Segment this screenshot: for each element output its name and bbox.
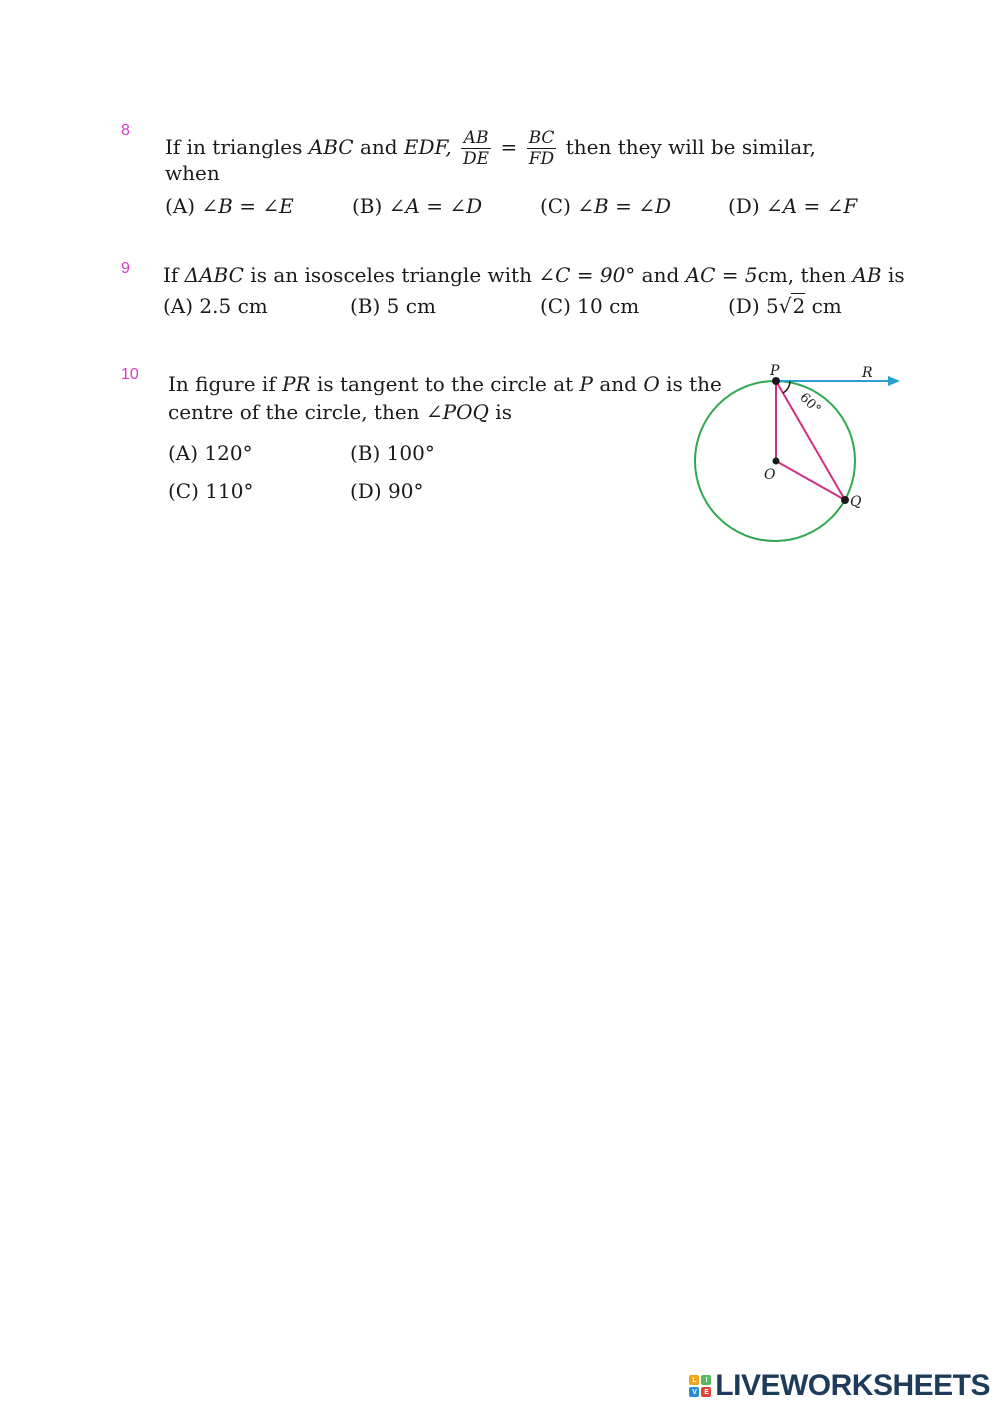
option-value: 10 cm xyxy=(577,294,640,318)
question-9-is: is xyxy=(887,263,905,287)
question-8-text: If in triangles xyxy=(165,135,303,159)
angle-poq: ∠POQ xyxy=(425,400,489,424)
question-10-option-c[interactable] xyxy=(168,478,253,504)
option-label: (B) xyxy=(350,294,381,318)
question-8-option-c[interactable] xyxy=(540,193,671,219)
question-9-option-a[interactable] xyxy=(163,293,268,319)
question-9-option-d[interactable] xyxy=(728,293,842,319)
point-q-dot xyxy=(841,496,849,504)
option-value-radicand: 2 xyxy=(792,294,806,318)
label-q: Q xyxy=(850,494,862,510)
option-label: (A) xyxy=(165,194,196,218)
question-9-option-b[interactable] xyxy=(350,293,436,319)
option-label: (C) xyxy=(168,479,199,503)
logo-letter-l: L xyxy=(689,1375,699,1385)
question-8-option-b[interactable] xyxy=(352,193,482,219)
sqrt-sign: √ xyxy=(778,294,792,318)
question-8-text-end: then they will be similar, xyxy=(565,135,816,159)
question-10-is: is xyxy=(495,400,512,424)
option-value: ∠A = ∠D xyxy=(388,194,483,218)
option-value: 90° xyxy=(388,479,424,503)
option-value-coefficient: 5 xyxy=(766,294,779,318)
question-10-line-2 xyxy=(168,399,512,425)
point-p: P xyxy=(579,372,594,396)
circle-tangent-figure xyxy=(690,358,910,548)
label-o: O xyxy=(764,467,776,483)
fraction-ab-de xyxy=(461,128,491,169)
option-label: (C) xyxy=(540,194,571,218)
point-o: O xyxy=(643,372,660,396)
question-10-line-1 xyxy=(168,371,722,397)
fraction-bc-fd xyxy=(527,128,557,169)
option-value: ∠B = ∠E xyxy=(201,194,294,218)
fraction-numerator: AB xyxy=(461,128,491,149)
question-9-text-mid: is an isosceles triangle with xyxy=(250,263,532,287)
question-10-option-d[interactable] xyxy=(350,478,423,504)
option-label: (A) xyxy=(168,441,199,465)
option-label: (D) xyxy=(728,194,760,218)
question-10-text: In figure if xyxy=(168,372,276,396)
fraction-denominator: DE xyxy=(463,149,490,169)
option-value: ∠B = ∠D xyxy=(577,194,672,218)
triangle-abc: ΔABC xyxy=(184,263,244,287)
equals-sign: = xyxy=(500,135,518,159)
question-8-line-1 xyxy=(165,128,816,169)
option-label: (B) xyxy=(350,441,381,465)
side-ab: AB xyxy=(852,263,882,287)
question-9-and: and xyxy=(641,263,680,287)
question-9-text: If xyxy=(163,263,179,287)
question-10-text-2: centre of the circle, then xyxy=(168,400,420,424)
question-8-option-d[interactable] xyxy=(728,193,857,219)
logo-mark-icon xyxy=(689,1375,711,1397)
angle-c: ∠C = 90° xyxy=(538,263,636,287)
question-10-and: and xyxy=(599,372,637,396)
option-value: 5 cm xyxy=(386,294,436,318)
triangle-abc: ABC xyxy=(308,135,354,159)
label-p: P xyxy=(770,363,780,379)
side-ac: AC = 5 xyxy=(685,263,758,287)
option-label: (D) xyxy=(350,479,382,503)
logo-letter-v: V xyxy=(689,1387,699,1397)
question-10-text-mid: is tangent to the circle at xyxy=(316,372,574,396)
question-number-8: 8 xyxy=(121,122,130,139)
question-9-text-units: cm, then xyxy=(757,263,847,287)
option-label: (A) xyxy=(163,294,194,318)
option-value: 110° xyxy=(205,479,254,503)
logo-letter-i: I xyxy=(701,1375,711,1385)
option-value-unit: cm xyxy=(811,294,842,318)
option-value: ∠A = ∠F xyxy=(766,194,858,218)
question-8-and: and xyxy=(359,135,398,159)
fraction-denominator: FD xyxy=(528,149,555,169)
point-o-dot xyxy=(773,458,780,465)
option-value: 2.5 cm xyxy=(199,294,268,318)
question-9-option-c[interactable] xyxy=(540,293,639,319)
segment-pr: PR xyxy=(282,372,311,396)
label-r: R xyxy=(862,365,873,381)
question-10-option-a[interactable] xyxy=(168,440,253,466)
option-value: 100° xyxy=(386,441,435,465)
question-10-is-the: is the xyxy=(666,372,722,396)
logo-letter-e: E xyxy=(701,1387,711,1397)
fraction-numerator: BC xyxy=(528,128,555,148)
logo-text: LIVEWORKSHEETS xyxy=(715,1369,990,1402)
angle-label-60: 60° xyxy=(796,390,824,418)
option-value: 120° xyxy=(204,441,253,465)
question-9-line-1 xyxy=(163,262,905,288)
triangle-edf: EDF, xyxy=(403,135,452,159)
option-label: (D) xyxy=(728,294,760,318)
question-10-option-b[interactable] xyxy=(350,440,435,466)
liveworksheets-logo xyxy=(689,1369,990,1403)
question-number-10: 10 xyxy=(121,366,139,383)
option-label: (C) xyxy=(540,294,571,318)
question-8-option-a[interactable] xyxy=(165,193,294,219)
option-label: (B) xyxy=(352,194,383,218)
tangent-arrowhead xyxy=(888,376,900,386)
question-8-line-2: when xyxy=(165,161,220,185)
question-number-9: 9 xyxy=(121,260,130,277)
